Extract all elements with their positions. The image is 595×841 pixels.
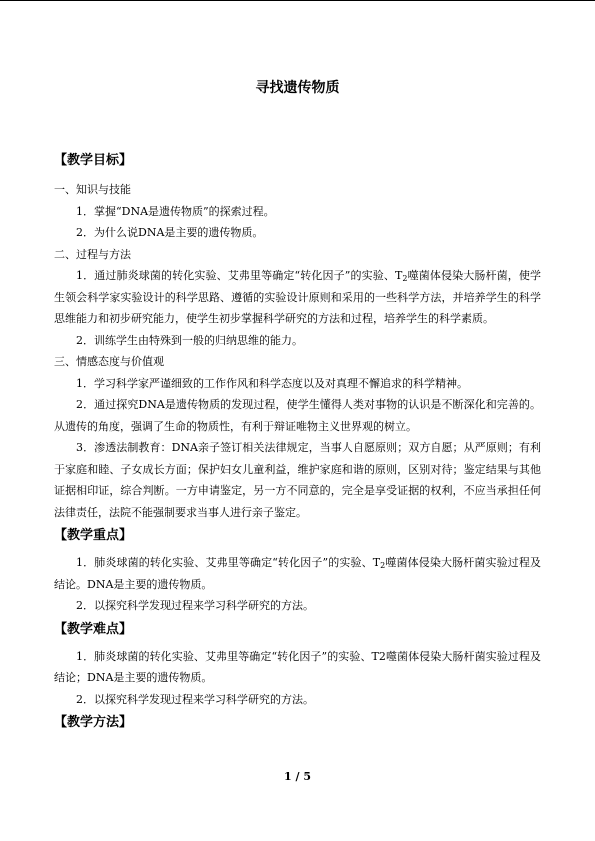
top-border-line (0, 0, 595, 1)
paragraph-objective-1: 1．掌握“DNA是遗传物质”的探索过程。 (76, 204, 275, 218)
section-heading-key-points: 【教学重点】 (54, 528, 133, 543)
paragraph-attitude-2: 2．通过探究DNA是遗传物质的发现过程，使学生懂得人类对事物的认识是不断深化和完善的。从遗传的角度，强调了生命的物质性，有利于辩证唯物主义世界观的树立。 (54, 398, 541, 433)
section-heading-methods: 【教学方法】 (54, 715, 133, 730)
document-title: 寻找遗传物质 (255, 80, 340, 96)
paragraph-process-1 (54, 265, 541, 330)
section-key-points (54, 526, 541, 617)
paragraph-attitude-3: 3．渗透法制教育：DNA亲子签订相关法律规定，当事人自愿原则；双方自愿；从严原则；有利于家庭和睦、子女成长方面；保护妇女儿童利益，维护家庭和谐的原则，区别对待；鉴定结果与其他证据相印证，综合判断。一方申请鉴定，另一方不同意的，完全是享受证据的权利，不应当承担任何法律责任，法院不能强制要求当事人进行亲子鉴定。 (54, 441, 541, 519)
section-teaching-objectives (54, 151, 541, 523)
paragraph-attitude-1: 1．学习科学家严谨细致的工作作风和科学态度以及对真理不懈追求的科学精神。 (76, 376, 468, 390)
subheading-attitudes-values: 三、情感态度与价值观 (54, 355, 164, 368)
paragraph-difficulty-2: 2．以探究科学发现过程来学习科学研究的方法。 (76, 692, 314, 706)
paragraph-process-2: 2．训练学生由特殊到一般的归纳思维的能力。 (76, 333, 303, 347)
paragraph-key-point-1 (54, 552, 541, 595)
text-segment: 1．通过肺炎球菌的转化实验、艾弗里等确定“转化因子”的实验、T (76, 269, 403, 282)
subscript-2: 2 (402, 274, 408, 283)
page-number: 1 / 5 (284, 770, 311, 783)
text-segment: 1．肺炎球菌的转化实验、艾弗里等确定“转化因子”的实验、T (76, 556, 381, 569)
paragraph-difficulty-1: 1．肺炎球菌的转化实验、艾弗里等确定“转化因子”的实验、T2噬菌体侵染大肠杆菌实验过程及结论；DNA是主要的遗传物质。 (54, 649, 541, 684)
paragraph-key-point-2: 2．以探究科学发现过程来学习科学研究的方法。 (76, 599, 314, 612)
section-teaching-methods (54, 713, 541, 733)
subscript-2: 2 (380, 561, 386, 570)
text-segment: 噬菌体侵染大肠杆菌，使学生领会科学家实验设计的科学思路、遵循的实验设计原则和采用的一些科学方法，并培养学生的科学思维能力和初步研究能力，使学生初步掌握科学研究的方法和过程，培养学生的科学素质。 (54, 269, 541, 325)
subheading-process-methods: 二、过程与方法 (54, 247, 131, 261)
text-segment: 噬菌体侵染大肠杆菌实验过程及结论。DNA是主要的遗传物质。 (54, 556, 541, 591)
section-heading-objectives: 【教学目标】 (54, 153, 133, 168)
section-heading-difficulties: 【教学难点】 (54, 621, 133, 637)
paragraph-objective-2: 2．为什么说DNA是主要的遗传物质。 (76, 226, 264, 239)
document-page (54, 72, 541, 739)
section-difficulties (54, 620, 541, 711)
subheading-knowledge-skills: 一、知识与技能 (54, 183, 131, 196)
